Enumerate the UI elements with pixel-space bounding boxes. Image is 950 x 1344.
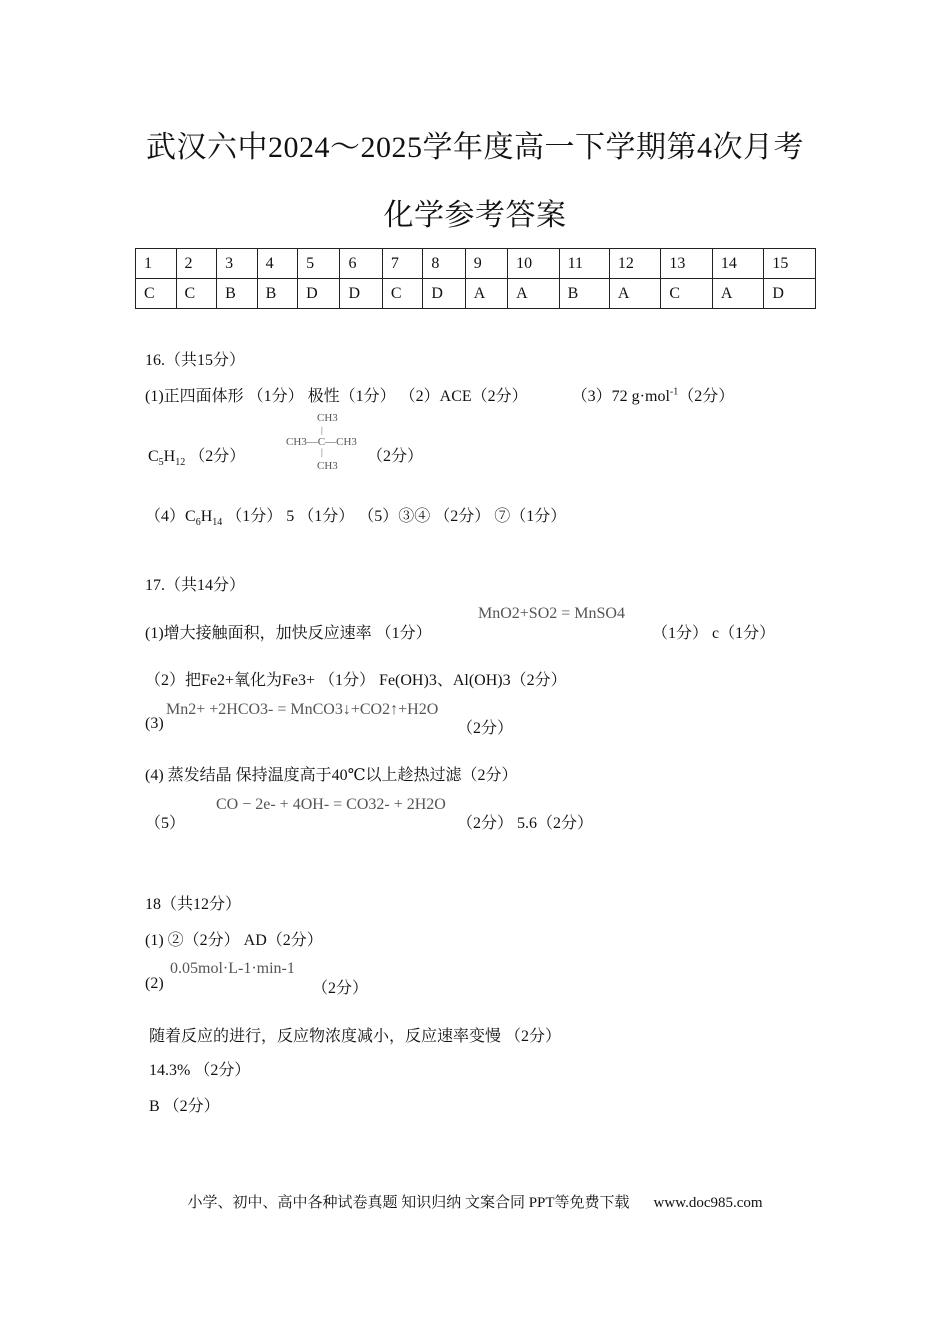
question-number-cell: 9 (465, 249, 507, 279)
q17-part3-label: (3) (145, 715, 164, 732)
q18-part3: 随着反应的进行，反应物浓度减小，反应速率变慢 （2分） (149, 1028, 562, 1045)
q16-part3-sup: -1 (669, 386, 679, 398)
question-number-cell: 11 (559, 249, 609, 279)
q16-part4-h-count: 14 (212, 517, 223, 529)
q18-part1: (1) ②（2分） AD（2分） (145, 932, 323, 949)
answer-cell: B (559, 279, 609, 309)
q16-heading: 16.（共15分） (145, 352, 246, 369)
struct-bond-top: | (321, 425, 323, 435)
q16-part3 (572, 388, 735, 405)
q16-part1-a: (1)正四面体形 （1分） 极性（1分） （2）ACE（2分） (145, 388, 528, 405)
q18-part2-score: （2分） (312, 980, 369, 997)
question-number-cell: 2 (176, 249, 217, 279)
answer-table-answer-row (136, 279, 816, 309)
answer-cell: C (136, 279, 177, 309)
formula-score: （2分） (189, 448, 246, 465)
question-number-cell: 6 (340, 249, 382, 279)
q16-part4-h: H (200, 508, 213, 525)
q17-part1-a: (1)增大接触面积，加快反应速率 （1分） (145, 625, 432, 642)
question-number-cell: 5 (298, 249, 340, 279)
answer-table-number-row (136, 249, 816, 279)
q18-heading: 18（共12分） (145, 896, 242, 913)
question-number-cell: 3 (217, 249, 258, 279)
q17-part4: (4) 蒸发结晶 保持温度高于40℃以上趁热过滤（2分） (145, 767, 518, 784)
answer-cell: C (661, 279, 713, 309)
footer-url[interactable]: www.doc985.com (653, 1195, 763, 1211)
question-number-cell: 13 (661, 249, 713, 279)
page-footer (0, 1191, 950, 1212)
answer-cell: A (465, 279, 507, 309)
answer-cell: B (217, 279, 258, 309)
struct-middle: CH3—C—CH3 (286, 436, 357, 448)
answer-cell: A (609, 279, 661, 309)
footer-text: 小学、初中、高中各种试卷真题 知识归纳 文案合同 PPT等免费下载 (187, 1195, 630, 1211)
q16-part3-text: （3）72 g·mol (571, 388, 670, 405)
answer-cell: A (712, 279, 764, 309)
q18-part2-equation: 0.05mol·L-1·min-1 (170, 960, 295, 977)
answer-cell: A (508, 279, 560, 309)
question-number-cell: 7 (382, 249, 423, 279)
q17-part1-equation: MnO2+SO2 = MnSO4 (478, 605, 625, 622)
q18-part2-label: (2) (145, 975, 164, 992)
question-number-cell: 1 (136, 249, 177, 279)
page-subtitle: 化学参考答案 (383, 199, 567, 232)
q17-part2: （2）把Fe2+氧化为Fe3+ （1分） Fe(OH)3、Al(OH)3（2分） (145, 672, 567, 689)
struct-bond-bottom: | (321, 447, 323, 457)
q17-heading: 17.（共14分） (145, 577, 246, 594)
formula-h-count: 12 (175, 457, 186, 469)
formula-c: C (148, 448, 159, 465)
question-number-cell: 15 (764, 249, 816, 279)
answer-cell: D (764, 279, 816, 309)
answer-cell: D (340, 279, 382, 309)
struct-score: （2分） (367, 448, 424, 465)
answer-table (135, 248, 816, 309)
answer-cell: D (298, 279, 340, 309)
q16-part3-score: （2分） (678, 388, 735, 405)
question-number-cell: 4 (257, 249, 298, 279)
question-number-cell: 12 (609, 249, 661, 279)
q17-part5-score: （2分） 5.6（2分） (457, 815, 594, 832)
q16-part4-b: （1分） 5 （1分） （5）③④ （2分） ⑦（1分） (226, 508, 567, 525)
struct-top: CH3 (317, 412, 338, 424)
q16-part4 (145, 503, 566, 528)
q16-part1 (145, 383, 734, 406)
q17-part1-b: （1分） c（1分） (652, 625, 776, 642)
formula-h: H (163, 448, 176, 465)
answer-cell: B (257, 279, 298, 309)
q17-part5-equation: CO − 2e- + 4OH- = CO32- + 2H2O (216, 796, 446, 813)
question-number-cell: 8 (423, 249, 465, 279)
q16-formula (148, 443, 245, 468)
q16-part4-c-count: 6 (195, 517, 201, 529)
q16-part4-a: （4）C (145, 508, 196, 525)
q17-part3-equation: Mn2+ +2HCO3- = MnCO3↓+CO2↑+H2O (166, 701, 439, 718)
q18-part5: B （2分） (149, 1098, 220, 1115)
answer-cell: D (423, 279, 465, 309)
q17-part3-score: （2分） (457, 720, 514, 737)
struct-bottom: CH3 (317, 460, 338, 472)
answer-cell: C (176, 279, 217, 309)
formula-c-count: 5 (158, 457, 164, 469)
answer-cell: C (382, 279, 423, 309)
page-title: 武汉六中2024～2025学年度高一下学期第4次月考 (146, 131, 804, 164)
q18-part4: 14.3% （2分） (149, 1062, 251, 1079)
question-number-cell: 10 (508, 249, 560, 279)
q17-part5-label: （5） (145, 815, 186, 832)
question-number-cell: 14 (712, 249, 764, 279)
